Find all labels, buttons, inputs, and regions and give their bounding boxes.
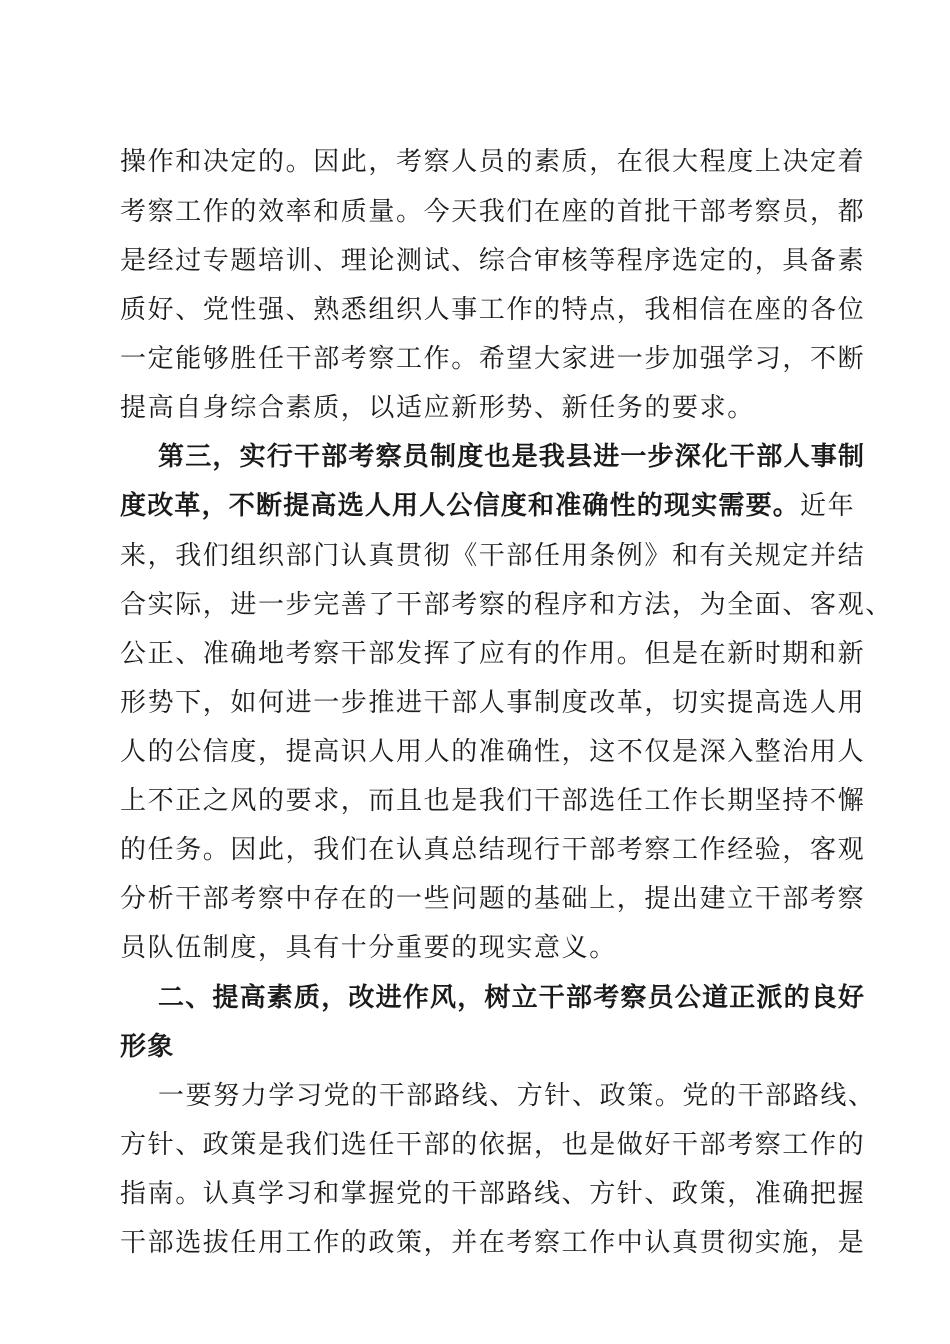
text-line: 公正、准确地考察干部发挥了应有的作用。但是在新时期和新: [120, 639, 866, 669]
text-line: 上不正之风的要求，而且也是我们干部选任工作长期坚持不懈: [120, 786, 866, 816]
text-line: 质好、党性强、熟悉组织人事工作的特点，我相信在座的各位: [120, 295, 866, 325]
subheading-line: 第三，实行干部考察员制度也是我县进一步深化干部人事制: [158, 442, 866, 472]
text-line: 一要努力学习党的干部路线、方针、政策。党的干部路线、: [158, 1081, 876, 1111]
text-line: 合实际，进一步完善了干部考察的程序和方法，为全面、客观、: [120, 590, 893, 620]
text-line: 一定能够胜任干部考察工作。希望大家进一步加强学习，不断: [120, 344, 866, 374]
text-line: 考察工作的效率和质量。今天我们在座的首批干部考察员，都: [120, 197, 866, 227]
text-line: 提高自身综合素质，以适应新形势、新任务的要求。: [120, 393, 755, 423]
text-line: 员队伍制度，具有十分重要的现实意义。: [120, 933, 617, 963]
text-line: 指南。认真学习和掌握党的干部路线、方针、政策，准确把握: [120, 1179, 866, 1209]
text-line: 来，我们组织部门认真贯彻《干部任用条例》和有关规定并结: [120, 541, 866, 571]
text-line: 人的公信度，提高识人用人的准确性，这不仅是深入整治用人: [120, 737, 866, 767]
text-line: 操作和决定的。因此，考察人员的素质，在很大程度上决定着: [120, 147, 866, 177]
subheading-run: 度改革，不断提高选人用人公信度和准确性的现实需要。: [120, 491, 801, 521]
body-run: 近年: [800, 491, 856, 521]
text-line: 的任务。因此，我们在认真总结现行干部考察工作经验，客观: [120, 835, 866, 865]
text-line: 是经过专题培训、理论测试、综合审核等程序选定的，具备素: [120, 246, 866, 276]
text-line: 方针、政策是我们选任干部的依据，也是做好干部考察工作的: [120, 1130, 866, 1160]
section-title-line: 二、提高素质，改进作风，树立干部考察员公道正派的良好: [158, 983, 866, 1013]
text-line: 形势下，如何进一步推进干部人事制度改革，切实提高选人用: [120, 688, 866, 718]
text-line: 分析干部考察中存在的一些问题的基础上，提出建立干部考察: [120, 884, 866, 914]
text-line-mixed: [120, 486, 856, 526]
text-line: 干部选拔任用工作的政策，并在考察工作中认真贯彻实施，是: [120, 1228, 866, 1258]
section-title-line: 形象: [120, 1032, 175, 1062]
